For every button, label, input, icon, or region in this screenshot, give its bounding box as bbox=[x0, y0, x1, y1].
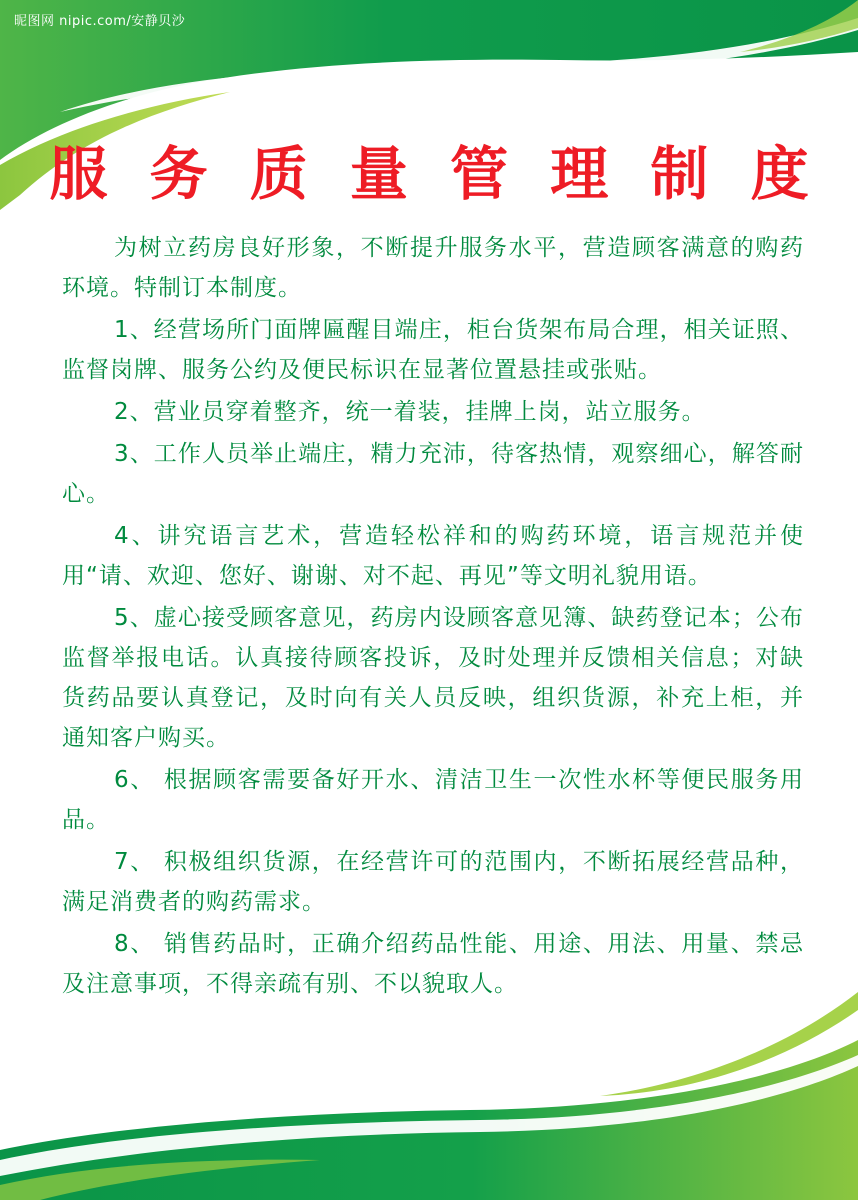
rule-item-6: 6、 根据顾客需要备好开水、清洁卫生一次性水杯等便民服务用品。 bbox=[62, 767, 804, 833]
rule-item-1: 1、经营场所门面牌匾醒目端庄，柜台货架布局合理，相关证照、监督岗牌、服务公约及便民标识在显著位置悬挂或张贴。 bbox=[62, 317, 804, 383]
rule-item-3: 3、工作人员举止端庄，精力充沛，待客热情，观察细心，解答耐心。 bbox=[62, 441, 804, 507]
rule-item-7: 7、 积极组织货源，在经营许可的范围内，不断拓展经营品种，满足消费者的购药需求。 bbox=[62, 849, 804, 915]
intro-paragraph: 为树立药房良好形象，不断提升服务水平，营造顾客满意的购药环境。特制订本制度。 bbox=[62, 235, 804, 301]
page-title: 服 务 质 量 管 理 制 度 bbox=[49, 140, 820, 208]
rule-item-8: 8、 销售药品时，正确介绍药品性能、用途、用法、用量、禁忌及注意事项，不得亲疏有别、不以貌取人。 bbox=[62, 931, 804, 997]
rule-item-2: 2、营业员穿着整齐，统一着装，挂牌上岗，站立服务。 bbox=[114, 399, 706, 425]
watermark-text: 昵图网 nipic.com/安静贝沙 bbox=[14, 14, 186, 29]
rules-body bbox=[62, 228, 804, 1006]
rule-item-4: 4、讲究语言艺术，营造轻松祥和的购药环境，语言规范并使用“请、欢迎、您好、谢谢、对不起、再见”等文明礼貌用语。 bbox=[62, 523, 804, 589]
rule-item-5: 5、虚心接受顾客意见，药房内设顾客意见簿、缺药登记本；公布监督举报电话。认真接待顾客投诉，及时处理并反馈相关信息；对缺货药品要认真登记，及时向有关人员反映，组织货源，补充上柜，并通知客户购买。 bbox=[62, 605, 804, 751]
